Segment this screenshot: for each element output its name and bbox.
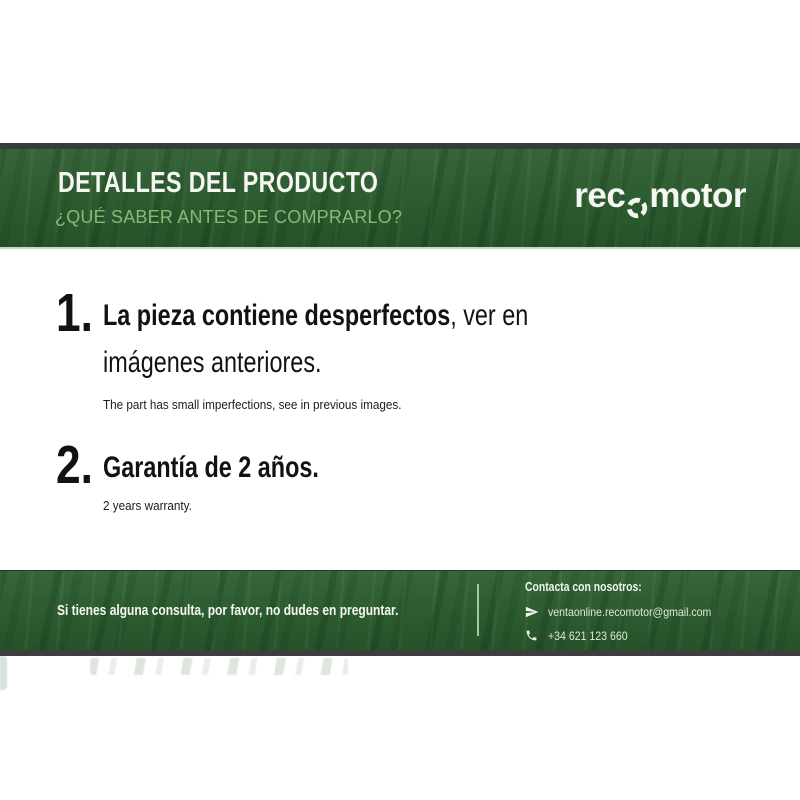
footer-bottom-edge — [0, 650, 800, 656]
note-2-translation: 2 years warranty. — [103, 498, 192, 513]
ghost-left-mark — [0, 656, 7, 690]
contact-email: ventaonline.recomotor@gmail.com — [548, 604, 712, 619]
phone-icon — [525, 629, 539, 643]
footer-divider — [477, 584, 479, 636]
item-number-1: 1. — [56, 283, 93, 343]
product-note-2 — [103, 444, 380, 514]
page-title — [58, 166, 458, 200]
product-note-1 — [103, 292, 648, 413]
item-number-2: 2. — [56, 435, 93, 495]
contact-phone: +34 621 123 660 — [548, 628, 628, 643]
page-title-text: DETALLES DEL PRODUCTO — [58, 167, 379, 199]
note-1-line-1 — [103, 292, 648, 339]
contact-heading: Contacta con nosotros: — [525, 579, 642, 594]
recomotor-logo — [574, 178, 746, 213]
footer-message: Si tienes alguna consulta, por favor, no dudes en preguntar. — [57, 601, 399, 619]
note-1-translation: The part has small imperfections, see in previous images. — [103, 397, 402, 412]
note-2-line-1 — [103, 444, 380, 491]
header-subtitle: ¿QUÉ SABER ANTES DE COMPRARLO? — [55, 207, 403, 227]
send-icon — [525, 605, 539, 619]
recycle-arrows-icon — [626, 190, 648, 212]
note-1-bold-text: La pieza contiene desperfectos — [103, 299, 451, 332]
contact-block — [525, 579, 734, 643]
logo-text-prefix: rec — [574, 176, 626, 215]
note-1-line-2: imágenes anteriores. — [103, 346, 322, 379]
note-1-regular-text: , ver en — [450, 299, 529, 332]
contact-phone-row[interactable] — [525, 628, 734, 643]
note-2-bold-text: Garantía de 2 años. — [103, 451, 319, 484]
contact-email-row[interactable] — [525, 604, 734, 619]
ghost-tire-marks — [90, 658, 348, 675]
logo-text-suffix: motor — [649, 176, 746, 215]
